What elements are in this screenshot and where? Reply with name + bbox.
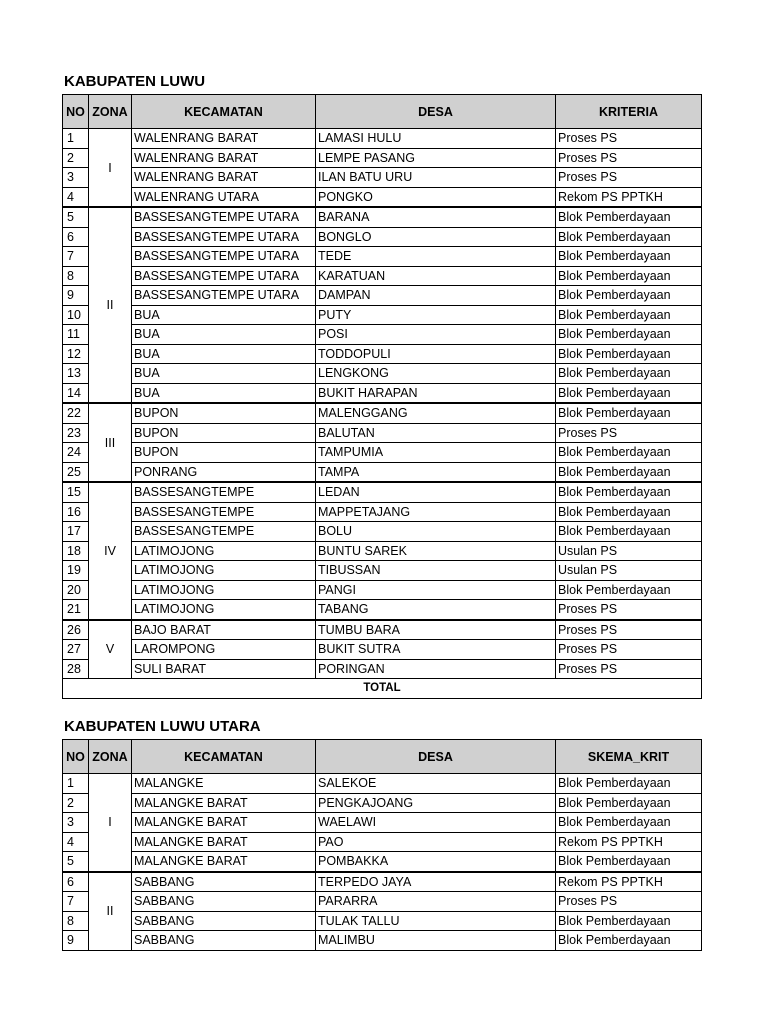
cell-zona: II — [89, 207, 132, 403]
cell-desa: DAMPAN — [316, 286, 556, 306]
cell-no: 19 — [63, 561, 89, 581]
cell-kecamatan: BASSESANGTEMPE — [132, 502, 316, 522]
cell-desa: SALEKOE — [316, 774, 556, 794]
cell-kecamatan: BUA — [132, 305, 316, 325]
cell-kriteria: Blok Pemberdayaan — [556, 774, 702, 794]
table-row — [63, 462, 702, 482]
cell-kecamatan: WALENRANG BARAT — [132, 129, 316, 149]
col-header-desa: DESA — [316, 740, 556, 774]
cell-no: 5 — [63, 852, 89, 872]
table-row — [63, 305, 702, 325]
cell-desa: BARANA — [316, 207, 556, 227]
table-row — [63, 774, 702, 794]
cell-no: 8 — [63, 266, 89, 286]
cell-no: 4 — [63, 832, 89, 852]
table-row — [63, 227, 702, 247]
cell-desa: POSI — [316, 325, 556, 345]
cell-kriteria: Blok Pemberdayaan — [556, 325, 702, 345]
cell-kriteria: Blok Pemberdayaan — [556, 482, 702, 502]
cell-no: 16 — [63, 502, 89, 522]
cell-kecamatan: LATIMOJONG — [132, 580, 316, 600]
cell-desa: TABANG — [316, 600, 556, 620]
cell-kriteria: Proses PS — [556, 168, 702, 188]
cell-desa: BONGLO — [316, 227, 556, 247]
cell-kriteria: Blok Pemberdayaan — [556, 247, 702, 267]
cell-no: 9 — [63, 931, 89, 951]
table-row — [63, 541, 702, 561]
cell-desa: BOLU — [316, 522, 556, 542]
table-row — [63, 832, 702, 852]
table-row — [63, 344, 702, 364]
cell-kecamatan: BUA — [132, 383, 316, 403]
cell-desa: MALENGGANG — [316, 403, 556, 423]
cell-no: 17 — [63, 522, 89, 542]
table-row — [63, 247, 702, 267]
table-row — [63, 620, 702, 640]
cell-kriteria: Blok Pemberdayaan — [556, 227, 702, 247]
cell-desa: TUMBU BARA — [316, 620, 556, 640]
cell-kecamatan: SABBANG — [132, 931, 316, 951]
cell-desa: PAO — [316, 832, 556, 852]
table-row — [63, 168, 702, 188]
table-row — [63, 423, 702, 443]
cell-desa: LENGKONG — [316, 364, 556, 384]
col-header-desa: DESA — [316, 95, 556, 129]
cell-kecamatan: WALENRANG BARAT — [132, 148, 316, 168]
cell-kriteria: Usulan PS — [556, 541, 702, 561]
col-header-skema-krit: SKEMA_KRIT — [556, 740, 702, 774]
cell-desa: BUNTU SAREK — [316, 541, 556, 561]
cell-kecamatan: SABBANG — [132, 911, 316, 931]
cell-no: 28 — [63, 659, 89, 679]
cell-no: 11 — [63, 325, 89, 345]
cell-kecamatan: BASSESANGTEMPE UTARA — [132, 247, 316, 267]
cell-kecamatan: MALANGKE — [132, 774, 316, 794]
cell-kriteria: Blok Pemberdayaan — [556, 502, 702, 522]
cell-kecamatan: BASSESANGTEMPE — [132, 522, 316, 542]
cell-zona: IV — [89, 482, 132, 620]
cell-kriteria: Proses PS — [556, 148, 702, 168]
table-row — [63, 600, 702, 620]
cell-desa: TAMPA — [316, 462, 556, 482]
cell-kriteria: Proses PS — [556, 640, 702, 660]
col-header-kecamatan: KECAMATAN — [132, 95, 316, 129]
cell-no: 5 — [63, 207, 89, 227]
cell-kriteria: Rekom PS PPTKH — [556, 832, 702, 852]
cell-no: 7 — [63, 247, 89, 267]
cell-desa: WAELAWI — [316, 813, 556, 833]
cell-desa: ILAN BATU URU — [316, 168, 556, 188]
cell-no: 6 — [63, 227, 89, 247]
cell-kriteria: Blok Pemberdayaan — [556, 383, 702, 403]
cell-kecamatan: LATIMOJONG — [132, 600, 316, 620]
cell-no: 1 — [63, 774, 89, 794]
cell-desa: PENGKAJOANG — [316, 793, 556, 813]
cell-kecamatan: BUPON — [132, 423, 316, 443]
table-row — [63, 640, 702, 660]
cell-kriteria: Rekom PS PPTKH — [556, 872, 702, 892]
cell-no: 22 — [63, 403, 89, 423]
table-luwu-utara — [62, 739, 702, 951]
cell-no: 9 — [63, 286, 89, 306]
cell-no: 10 — [63, 305, 89, 325]
col-header-kriteria: KRITERIA — [556, 95, 702, 129]
cell-kecamatan: MALANGKE BARAT — [132, 793, 316, 813]
cell-kriteria: Blok Pemberdayaan — [556, 931, 702, 951]
cell-desa: PONGKO — [316, 187, 556, 207]
cell-desa: BALUTAN — [316, 423, 556, 443]
table-row — [63, 286, 702, 306]
cell-desa: POMBAKKA — [316, 852, 556, 872]
table-row — [63, 872, 702, 892]
cell-no: 2 — [63, 148, 89, 168]
header-row — [63, 95, 702, 129]
cell-kriteria: Blok Pemberdayaan — [556, 580, 702, 600]
cell-kriteria: Blok Pemberdayaan — [556, 364, 702, 384]
cell-kecamatan: BAJO BARAT — [132, 620, 316, 640]
cell-no: 25 — [63, 462, 89, 482]
cell-desa: PARARRA — [316, 892, 556, 912]
cell-kriteria: Proses PS — [556, 423, 702, 443]
cell-kecamatan: SULI BARAT — [132, 659, 316, 679]
col-header-no: NO — [63, 95, 89, 129]
cell-desa: MAPPETAJANG — [316, 502, 556, 522]
cell-kecamatan: BASSESANGTEMPE UTARA — [132, 227, 316, 247]
cell-kriteria: Blok Pemberdayaan — [556, 286, 702, 306]
cell-kriteria: Proses PS — [556, 892, 702, 912]
cell-kriteria: Blok Pemberdayaan — [556, 793, 702, 813]
cell-kecamatan: LATIMOJONG — [132, 561, 316, 581]
cell-desa: PANGI — [316, 580, 556, 600]
cell-no: 3 — [63, 168, 89, 188]
table-row — [63, 482, 702, 502]
cell-no: 3 — [63, 813, 89, 833]
table-row — [63, 443, 702, 463]
table-row — [63, 911, 702, 931]
cell-kriteria: Proses PS — [556, 600, 702, 620]
cell-zona: I — [89, 774, 132, 872]
cell-kecamatan: BUPON — [132, 403, 316, 423]
cell-no: 21 — [63, 600, 89, 620]
table-row — [63, 129, 702, 149]
table-row — [63, 561, 702, 581]
col-header-kecamatan: KECAMATAN — [132, 740, 316, 774]
cell-no: 27 — [63, 640, 89, 660]
cell-kriteria: Blok Pemberdayaan — [556, 911, 702, 931]
cell-no: 1 — [63, 129, 89, 149]
cell-kecamatan: BASSESANGTEMPE UTARA — [132, 286, 316, 306]
cell-zona: III — [89, 403, 132, 482]
section-title-luwu: KABUPATEN LUWU — [64, 73, 206, 90]
cell-kecamatan: BUPON — [132, 443, 316, 463]
cell-desa: TIBUSSAN — [316, 561, 556, 581]
total-row — [63, 679, 702, 699]
cell-kecamatan: BUA — [132, 364, 316, 384]
table-row — [63, 207, 702, 227]
table-row — [63, 852, 702, 872]
cell-kriteria: Blok Pemberdayaan — [556, 813, 702, 833]
cell-no: 23 — [63, 423, 89, 443]
cell-kecamatan: BASSESANGTEMPE UTARA — [132, 207, 316, 227]
cell-kriteria: Rekom PS PPTKH — [556, 187, 702, 207]
table-row — [63, 148, 702, 168]
cell-desa: LEDAN — [316, 482, 556, 502]
cell-kriteria: Blok Pemberdayaan — [556, 522, 702, 542]
cell-kriteria: Blok Pemberdayaan — [556, 344, 702, 364]
table-row — [63, 325, 702, 345]
cell-kecamatan: BASSESANGTEMPE UTARA — [132, 266, 316, 286]
cell-kriteria: Proses PS — [556, 129, 702, 149]
cell-kriteria: Proses PS — [556, 659, 702, 679]
cell-zona: V — [89, 620, 132, 679]
table-row — [63, 403, 702, 423]
cell-desa: LEMPE PASANG — [316, 148, 556, 168]
section-title-luwu-utara: KABUPATEN LUWU UTARA — [64, 718, 261, 735]
cell-no: 7 — [63, 892, 89, 912]
table-row — [63, 892, 702, 912]
col-header-zona: ZONA — [89, 740, 132, 774]
cell-kecamatan: LAROMPONG — [132, 640, 316, 660]
cell-kriteria: Proses PS — [556, 620, 702, 640]
cell-no: 8 — [63, 911, 89, 931]
cell-kriteria: Blok Pemberdayaan — [556, 443, 702, 463]
cell-desa: PORINGAN — [316, 659, 556, 679]
cell-zona: I — [89, 129, 132, 208]
table-luwu — [62, 94, 702, 699]
cell-kriteria: Blok Pemberdayaan — [556, 462, 702, 482]
table-row — [63, 793, 702, 813]
cell-kecamatan: LATIMOJONG — [132, 541, 316, 561]
cell-kecamatan: SABBANG — [132, 892, 316, 912]
col-header-zona: ZONA — [89, 95, 132, 129]
cell-desa: TERPEDO JAYA — [316, 872, 556, 892]
cell-kecamatan: SABBANG — [132, 872, 316, 892]
cell-kecamatan: BASSESANGTEMPE — [132, 482, 316, 502]
cell-no: 2 — [63, 793, 89, 813]
cell-no: 15 — [63, 482, 89, 502]
cell-desa: TODDOPULI — [316, 344, 556, 364]
cell-desa: TULAK TALLU — [316, 911, 556, 931]
cell-desa: TEDE — [316, 247, 556, 267]
table-row — [63, 931, 702, 951]
cell-kriteria: Blok Pemberdayaan — [556, 403, 702, 423]
cell-desa: TAMPUMIA — [316, 443, 556, 463]
total-label: TOTAL — [63, 679, 702, 699]
table-row — [63, 502, 702, 522]
col-header-no: NO — [63, 740, 89, 774]
cell-no: 13 — [63, 364, 89, 384]
table-row — [63, 659, 702, 679]
cell-desa: KARATUAN — [316, 266, 556, 286]
cell-desa: BUKIT SUTRA — [316, 640, 556, 660]
cell-no: 12 — [63, 344, 89, 364]
table-row — [63, 364, 702, 384]
cell-no: 4 — [63, 187, 89, 207]
cell-kecamatan: WALENRANG UTARA — [132, 187, 316, 207]
cell-kecamatan: MALANGKE BARAT — [132, 813, 316, 833]
cell-kecamatan: MALANGKE BARAT — [132, 832, 316, 852]
cell-no: 24 — [63, 443, 89, 463]
cell-kecamatan: WALENRANG BARAT — [132, 168, 316, 188]
cell-no: 26 — [63, 620, 89, 640]
cell-kecamatan: PONRANG — [132, 462, 316, 482]
table-row — [63, 580, 702, 600]
table-row — [63, 266, 702, 286]
cell-desa: PUTY — [316, 305, 556, 325]
cell-no: 18 — [63, 541, 89, 561]
cell-zona: II — [89, 872, 132, 951]
table-row — [63, 522, 702, 542]
cell-no: 14 — [63, 383, 89, 403]
cell-kriteria: Blok Pemberdayaan — [556, 266, 702, 286]
cell-desa: MALIMBU — [316, 931, 556, 951]
cell-kecamatan: BUA — [132, 325, 316, 345]
header-row — [63, 740, 702, 774]
cell-no: 20 — [63, 580, 89, 600]
cell-kriteria: Blok Pemberdayaan — [556, 305, 702, 325]
cell-desa: BUKIT HARAPAN — [316, 383, 556, 403]
cell-desa: LAMASI HULU — [316, 129, 556, 149]
table-row — [63, 813, 702, 833]
table-row — [63, 383, 702, 403]
cell-kecamatan: MALANGKE BARAT — [132, 852, 316, 872]
cell-kriteria: Blok Pemberdayaan — [556, 207, 702, 227]
cell-kecamatan: BUA — [132, 344, 316, 364]
table-row — [63, 187, 702, 207]
cell-no: 6 — [63, 872, 89, 892]
cell-kriteria: Blok Pemberdayaan — [556, 852, 702, 872]
cell-kriteria: Usulan PS — [556, 561, 702, 581]
